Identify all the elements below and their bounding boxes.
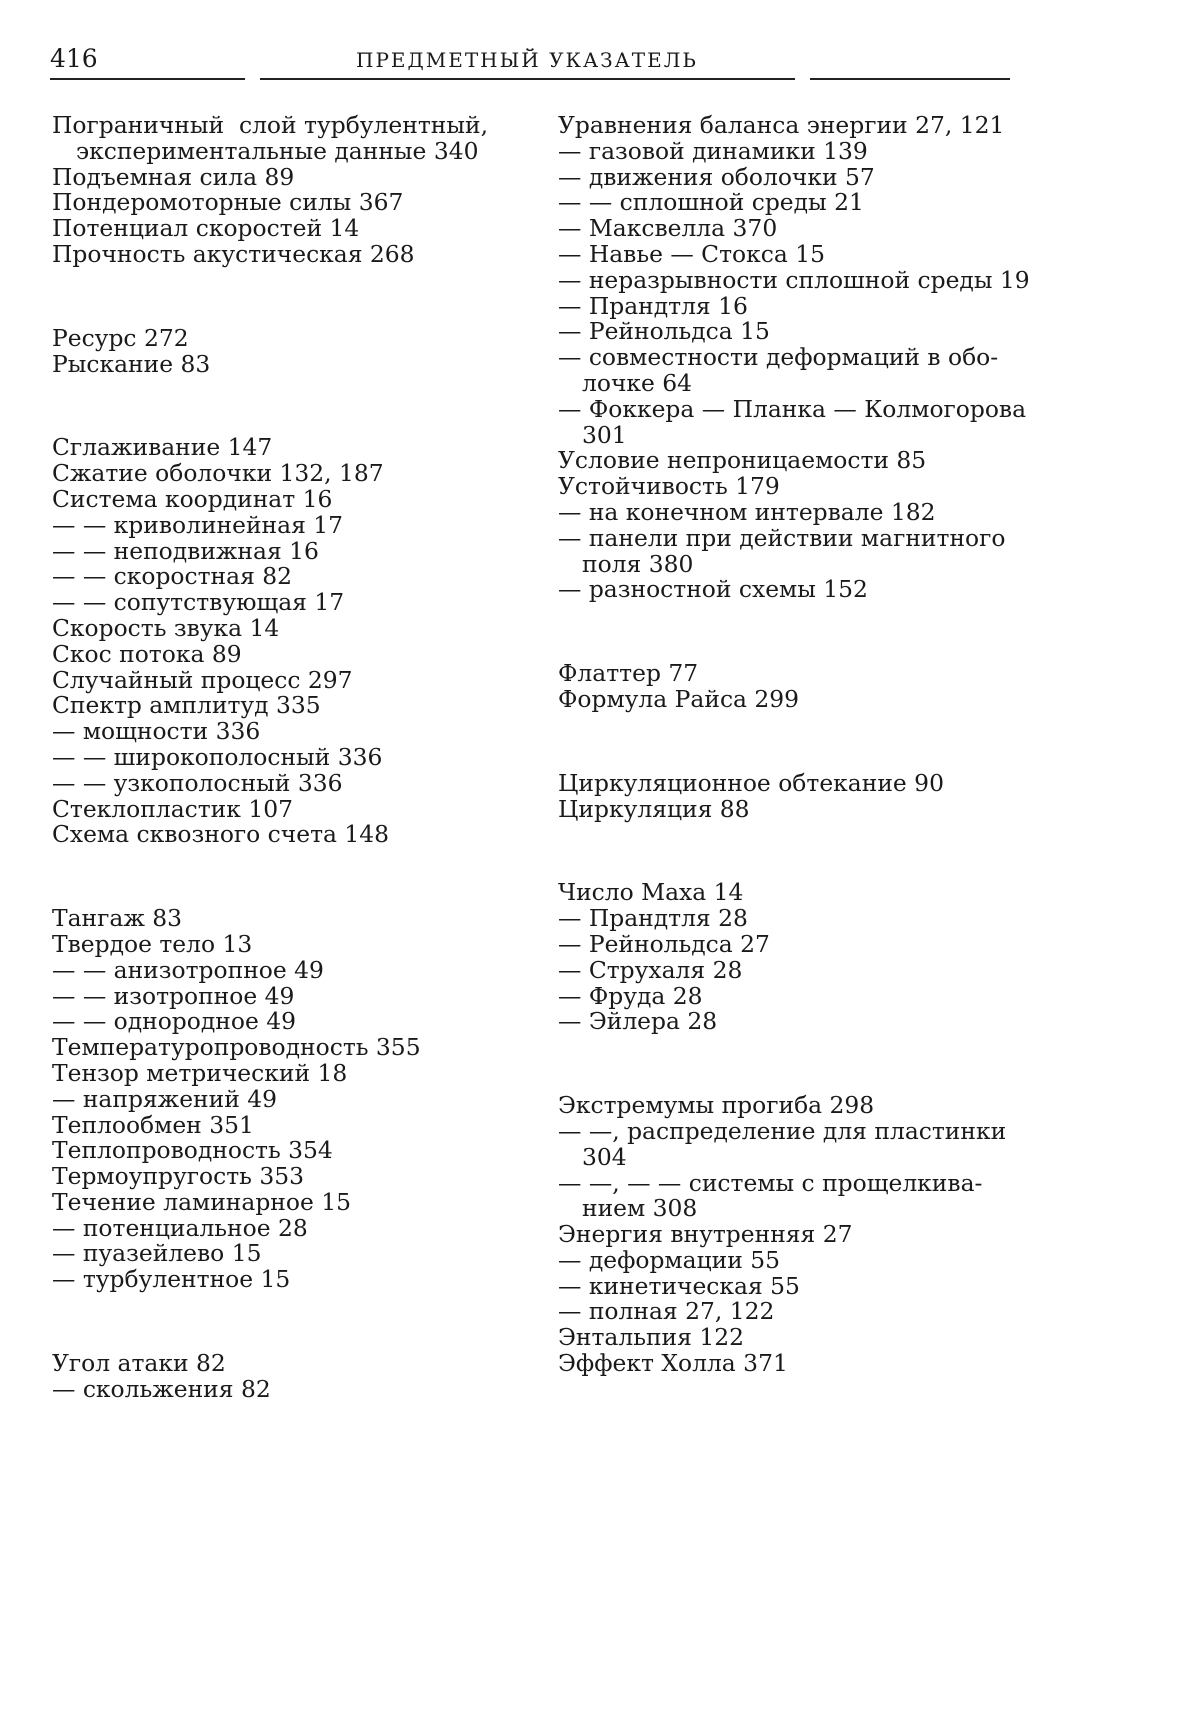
index-entry-text: Энтальпия 122 — [558, 1323, 744, 1352]
index-entry-text: — Фоккера — Планка — Колмогорова — [558, 394, 1027, 423]
index-entry-text: — Струхаля 28 — [558, 955, 743, 984]
index-entry-text: — деформации 55 — [558, 1245, 780, 1274]
index-entry — [52, 1110, 522, 1139]
index-entry — [52, 742, 522, 771]
index-entry-text: — Прандтля 16 — [558, 291, 748, 320]
index-entry — [52, 794, 522, 823]
index-entry — [558, 113, 1038, 139]
index-entry — [52, 1213, 522, 1242]
index-entry — [558, 768, 1038, 797]
page-number: 416 — [50, 44, 98, 73]
index-entry-text: — разностной схемы 152 — [558, 575, 868, 604]
index-entry — [558, 497, 1038, 526]
index-entry-text: — — неподвижная 16 — [52, 536, 319, 565]
index-entry — [558, 1093, 1038, 1119]
index-entry — [52, 639, 522, 668]
index-entry — [52, 1164, 522, 1190]
index-entry — [52, 693, 522, 719]
index-entry — [52, 1267, 522, 1293]
index-entry-continuation: нием 308 — [582, 1194, 698, 1223]
index-entry — [558, 577, 1038, 603]
index-entry-text: — неразрывности сплошной среды 19 — [558, 265, 1030, 294]
index-entry-text: Подъемная сила 89 — [52, 162, 295, 191]
index-entry — [558, 474, 1038, 500]
header-rule — [810, 78, 1010, 80]
index-entry-text: — Прандтля 28 — [558, 904, 748, 933]
index-entry-text: Число Маха 14 — [558, 878, 744, 907]
index-entry-text: Циркуляция 88 — [558, 794, 750, 823]
index-entry — [558, 929, 1038, 958]
index-entry — [52, 906, 522, 932]
index-entry — [558, 523, 1038, 578]
index-entry — [558, 1271, 1038, 1300]
letter-group — [558, 1093, 1038, 1377]
index-entry-text: Пограничный слой турбулентный, — [52, 111, 489, 139]
index-entry — [52, 719, 522, 745]
index-entry — [52, 613, 522, 642]
index-entry — [558, 1116, 1038, 1171]
index-entry — [52, 484, 522, 513]
index-entry — [558, 955, 1038, 984]
index-column-right — [558, 113, 1038, 1377]
index-entry — [52, 590, 522, 616]
index-entry — [558, 981, 1038, 1010]
index-entry — [52, 461, 522, 487]
index-entry — [558, 162, 1038, 191]
index-entry-text: — — сопутствующая 17 — [52, 588, 345, 617]
index-entry — [558, 906, 1038, 932]
index-entry-text: — Эйлера 28 — [558, 1007, 718, 1036]
index-entry-text: Экстремумы прогиба 298 — [558, 1091, 875, 1120]
index-entry-text: Скорость звука 14 — [52, 613, 280, 642]
index-entry — [52, 113, 522, 165]
index-entry-text: Энергия внутренняя 27 — [558, 1220, 853, 1249]
index-entry-text: — Навье — Стокса 15 — [558, 239, 825, 268]
index-entry-text: — Рейнольдса 15 — [558, 317, 770, 346]
letter-group — [558, 768, 1038, 823]
index-entry — [558, 265, 1038, 294]
index-entry-text: — кинетическая 55 — [558, 1271, 800, 1300]
index-entry-text: — совместности деформаций в обо- — [558, 343, 999, 372]
index-entry — [52, 216, 522, 242]
index-entry — [52, 162, 522, 191]
index-entry-text: Температуропроводность 355 — [52, 1033, 421, 1062]
index-entry — [558, 291, 1038, 320]
index-entry-text: — газовой динамики 139 — [558, 136, 868, 165]
index-entry — [52, 435, 522, 461]
index-entry — [52, 955, 522, 984]
index-entry — [52, 822, 522, 848]
index-entry-text: Циркуляционное обтекание 90 — [558, 768, 944, 797]
header-rule — [260, 78, 795, 80]
letter-group — [52, 323, 522, 378]
index-entry-text: Теплообмен 351 — [52, 1110, 254, 1139]
index-entry — [52, 1374, 522, 1403]
index-entry-text: Тангаж 83 — [52, 904, 183, 933]
index-entry — [52, 665, 522, 694]
index-entry — [558, 239, 1038, 268]
index-entry — [558, 1245, 1038, 1274]
index-entry-text: Термоупругость 353 — [52, 1162, 304, 1191]
index-entry — [558, 1325, 1038, 1351]
index-entry — [52, 1351, 522, 1377]
index-entry-continuation: 301 — [582, 420, 627, 449]
index-entry-text: — напряжений 49 — [52, 1084, 278, 1113]
index-entry — [558, 345, 1038, 397]
index-entry — [52, 349, 522, 378]
index-entry — [52, 1035, 522, 1061]
index-entry-text: — — однородное 49 — [52, 1007, 296, 1036]
index-entry-text: Уравнения баланса энергии 27, 121 — [558, 111, 1005, 139]
index-entry-text: Прочность акустическая 268 — [52, 239, 415, 268]
page-header — [50, 40, 1010, 80]
index-entry-text: Ресурс 272 — [52, 323, 189, 352]
index-entry — [52, 1138, 522, 1164]
index-entry — [52, 981, 522, 1010]
index-entry-text: — Фруда 28 — [558, 981, 703, 1010]
index-entry-text: — скольжения 82 — [52, 1374, 271, 1403]
index-entry-text: Сжатие оболочки 132, 187 — [52, 459, 384, 488]
index-entry-text: Потенциал скоростей 14 — [52, 214, 360, 243]
index-entry-text: Течение ламинарное 15 — [52, 1187, 352, 1216]
index-entry-text: — на конечном интервале 182 — [558, 497, 936, 526]
index-entry-text: — — анизотропное 49 — [52, 955, 324, 984]
index-entry — [558, 319, 1038, 345]
index-entry — [52, 1241, 522, 1267]
letter-group — [52, 1351, 522, 1403]
index-entry-text: — панели при действии магнитного — [558, 523, 1006, 552]
index-entry-text: Сглаживание 147 — [52, 433, 273, 462]
index-entry-text: — мощности 336 — [52, 717, 261, 746]
index-entry — [52, 564, 522, 590]
index-entry — [52, 510, 522, 539]
index-entry — [558, 1351, 1038, 1377]
index-entry-continuation: 304 — [582, 1142, 627, 1171]
index-entry — [52, 239, 522, 268]
index-entry-text: Флаттер 77 — [558, 659, 699, 688]
index-entry-text: — движения оболочки 57 — [558, 162, 875, 191]
letter-group — [558, 661, 1038, 713]
index-entry-text: — — сплошной среды 21 — [558, 188, 864, 217]
index-entry-text: Рыскание 83 — [52, 349, 211, 378]
index-entry-continuation: поля 380 — [582, 549, 694, 578]
index-entry-text: Схема сквозного счета 148 — [52, 820, 390, 849]
index-entry — [558, 880, 1038, 906]
index-entry — [558, 1009, 1038, 1035]
index-entry-text: Система координат 16 — [52, 484, 333, 513]
index-entry-text: — — скоростная 82 — [52, 562, 293, 591]
index-column-left — [52, 113, 522, 1403]
index-entry — [558, 1168, 1038, 1223]
index-entry-text: Формула Райса 299 — [558, 684, 800, 713]
index-entry-text: — —, — — системы с прощелкива- — [558, 1168, 983, 1197]
index-entry-text: Скос потока 89 — [52, 639, 242, 668]
index-entry — [52, 323, 522, 352]
index-entry — [558, 190, 1038, 216]
index-entry — [558, 1222, 1038, 1248]
index-entry-text: — турбулентное 15 — [52, 1265, 291, 1294]
letter-group — [52, 435, 522, 848]
index-entry — [52, 536, 522, 565]
index-entry-continuation: лочке 64 — [582, 368, 693, 397]
index-entry-text: — Рейнольдса 27 — [558, 929, 770, 958]
index-entry — [558, 1299, 1038, 1325]
index-entry-text: — — широкополосный 336 — [52, 742, 383, 771]
index-entry-text: Случайный процесс 297 — [52, 665, 353, 694]
index-entry — [52, 1187, 522, 1216]
header-rule — [50, 78, 245, 80]
index-entry-text: — — криволинейная 17 — [52, 510, 344, 539]
letter-group — [558, 880, 1038, 1035]
index-entry-text: — потенциальное 28 — [52, 1213, 308, 1242]
index-entry — [52, 929, 522, 958]
index-entry — [52, 1058, 522, 1087]
index-entry — [558, 794, 1038, 823]
index-entry-text: — пуазейлево 15 — [52, 1239, 262, 1268]
index-entry-text: Угол атаки 82 — [52, 1349, 226, 1378]
index-entry — [558, 394, 1038, 449]
index-entry — [52, 190, 522, 216]
index-entry — [558, 448, 1038, 474]
index-entry-text: Пондеромоторные силы 367 — [52, 188, 404, 217]
index-entry — [558, 661, 1038, 687]
index-entry-text: Тензор метрический 18 — [52, 1058, 348, 1087]
index-entry-text: — полная 27, 122 — [558, 1297, 775, 1326]
index-entry-text: Спектр амплитуд 335 — [52, 691, 321, 720]
index-entry-text: — — узкополосный 336 — [52, 768, 343, 797]
index-entry — [52, 1084, 522, 1113]
index-entry-text: — Максвелла 370 — [558, 214, 778, 243]
index-entry — [52, 768, 522, 797]
index-entry-text: Эффект Холла 371 — [558, 1349, 788, 1378]
index-entry — [558, 136, 1038, 165]
running-title: ПРЕДМЕТНЫЙ УКАЗАТЕЛЬ — [356, 48, 698, 72]
index-entry-text: Твердое тело 13 — [52, 929, 253, 958]
index-entry-continuation: экспериментальные данные 340 — [76, 136, 479, 165]
letter-group — [558, 113, 1038, 603]
index-entry — [52, 1009, 522, 1035]
index-entry-text: Стеклопластик 107 — [52, 794, 293, 823]
index-entry-text: — — изотропное 49 — [52, 981, 295, 1010]
index-entry-text: Устойчивость 179 — [558, 472, 780, 501]
index-entry-text: — —, распределение для пластинки — [558, 1116, 1007, 1145]
index-entry — [558, 684, 1038, 713]
index-entry-text: Теплопроводность 354 — [52, 1136, 333, 1165]
letter-group — [52, 113, 522, 268]
letter-group — [52, 906, 522, 1293]
index-entry — [558, 216, 1038, 242]
index-entry-text: Условие непроницаемости 85 — [558, 446, 927, 475]
